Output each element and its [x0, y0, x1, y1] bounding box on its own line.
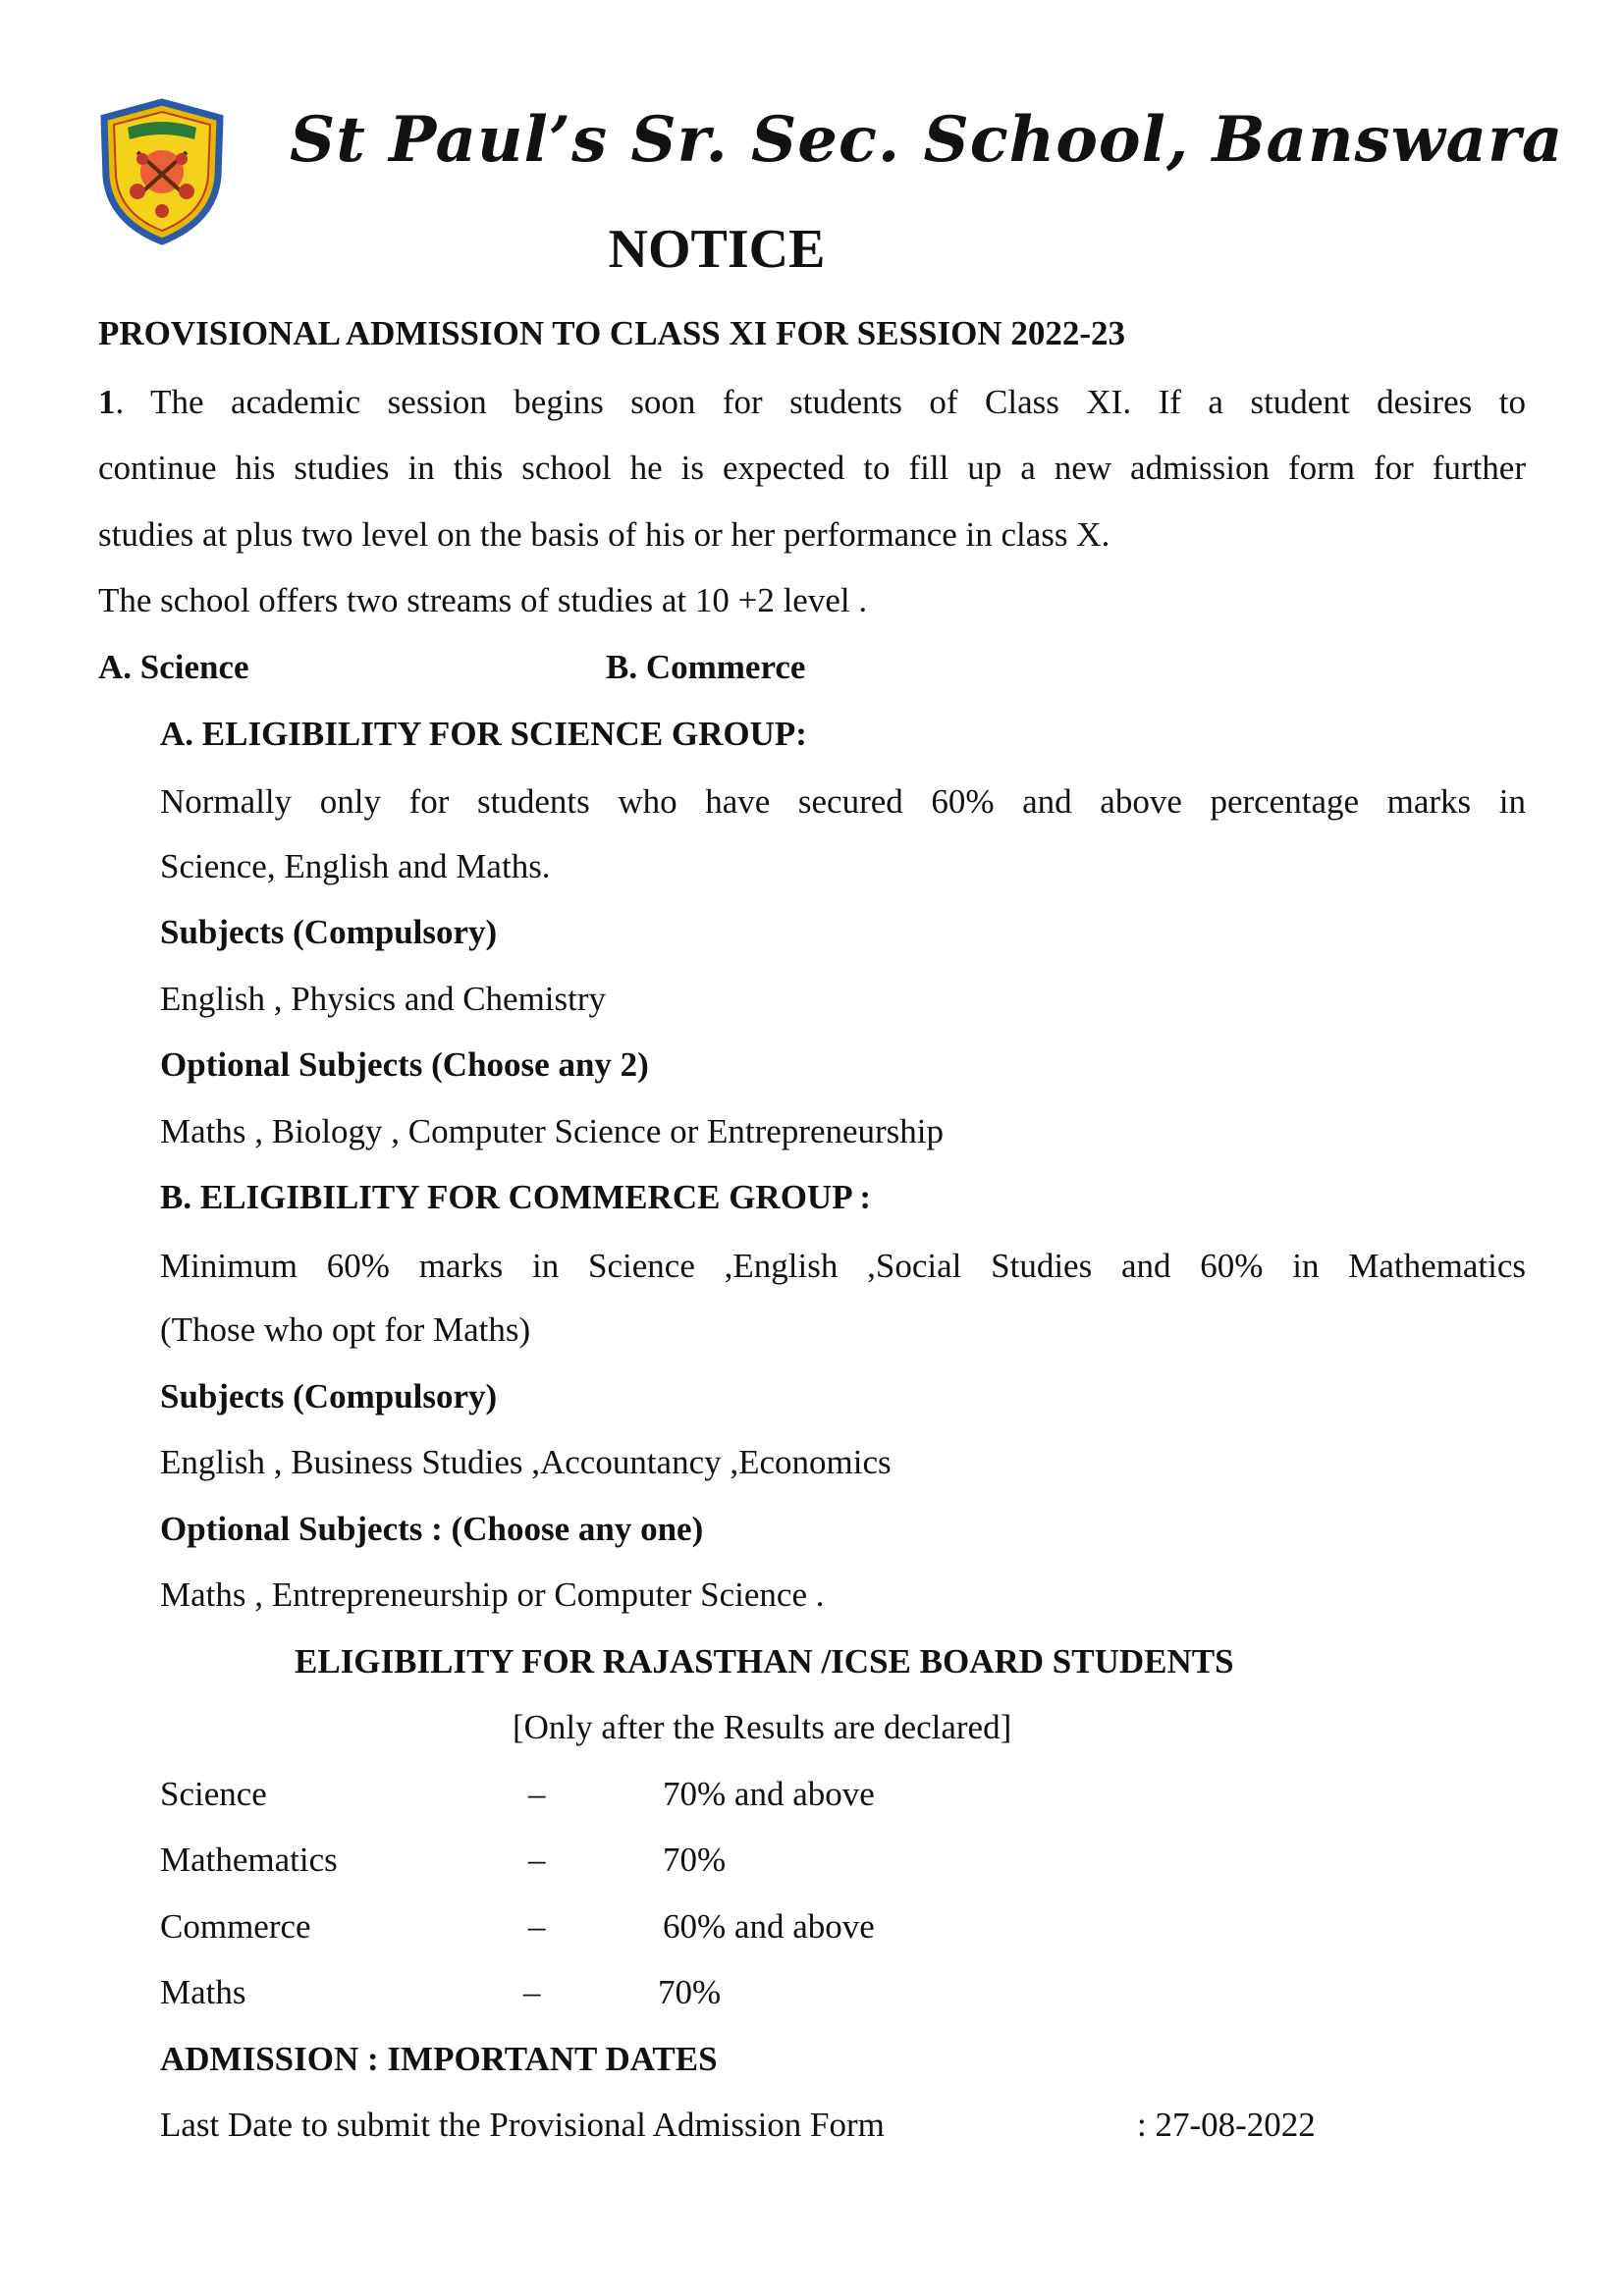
science-eligibility-heading: A. ELIGIBILITY FOR SCIENCE GROUP:: [160, 715, 807, 753]
commerce-line-2: (Those who opt for Maths): [160, 1310, 531, 1349]
criteria-subject: Commerce: [160, 1907, 311, 1946]
criteria-value: 60% and above: [663, 1907, 875, 1946]
commerce-compulsory-heading: Subjects (Compulsory): [160, 1377, 498, 1415]
commerce-compulsory-subjects: English , Business Studies ,Accountancy ,Economics: [160, 1443, 892, 1481]
notice-title: NOTICE: [608, 219, 826, 280]
intro-number: 1: [98, 383, 116, 421]
intro-line-1: [98, 383, 1526, 422]
commerce-optional-subjects: Maths , Entrepreneurship or Computer Science .: [160, 1575, 825, 1614]
school-name-heading: St Paul’s Sr. Sec. School, Banswara: [290, 103, 1564, 177]
rajasthan-eligibility-heading: ELIGIBILITY FOR RAJASTHAN /ICSE BOARD STUDENTS: [295, 1642, 1234, 1681]
last-date-value: : 27-08-2022: [1137, 2106, 1316, 2144]
science-line-2: Science, English and Maths.: [160, 847, 551, 885]
important-dates-heading: ADMISSION : IMPORTANT DATES: [160, 2040, 718, 2078]
results-note: [Only after the Results are declared]: [513, 1708, 1012, 1746]
criteria-subject: Science: [160, 1775, 267, 1813]
science-optional-subjects: Maths , Biology , Computer Science or Entrepreneurship: [160, 1112, 945, 1150]
criteria-dash: –: [528, 1841, 546, 1879]
admission-heading: PROVISIONAL ADMISSION TO CLASS XI FOR SESSION 2022-23: [98, 314, 1126, 352]
science-optional-heading: Optional Subjects (Choose any 2): [160, 1045, 649, 1084]
criteria-dash: –: [523, 1973, 541, 2011]
science-compulsory-heading: Subjects (Compulsory): [160, 913, 498, 951]
last-date-label: Last Date to submit the Provisional Admission Form: [160, 2106, 885, 2144]
criteria-value: 70% and above: [663, 1775, 875, 1813]
criteria-value: 70%: [663, 1841, 727, 1879]
commerce-optional-heading: Optional Subjects : (Choose any one): [160, 1510, 704, 1548]
commerce-line-1: Minimum 60% marks in Science ,English ,Social Studies and 60% in Mathematics: [160, 1247, 1526, 1285]
criteria-subject: Maths: [160, 1973, 246, 2011]
intro-line-2: continue his studies in this school he is expected to fill up a new admission form for further: [98, 449, 1526, 487]
intro-line-3: studies at plus two level on the basis of his or her performance in class X.: [98, 515, 1110, 554]
science-line-1: Normally only for students who have secured 60% and above percentage marks in: [160, 782, 1526, 821]
science-compulsory-subjects: English , Physics and Chemistry: [160, 980, 607, 1018]
commerce-eligibility-heading: B. ELIGIBILITY FOR COMMERCE GROUP :: [160, 1178, 872, 1216]
criteria-dash: –: [528, 1775, 546, 1813]
criteria-dash: –: [528, 1907, 546, 1946]
criteria-value: 70%: [658, 1973, 722, 2011]
intro-line-4: The school offers two streams of studies at 10 +2 level .: [98, 581, 868, 619]
stream-science: A. Science: [98, 648, 249, 686]
intro-line-1-text: . The academic session begins soon for students of Class XI. If a student desires to: [115, 383, 1526, 421]
criteria-subject: Mathematics: [160, 1841, 338, 1879]
stream-commerce: B. Commerce: [606, 648, 806, 686]
